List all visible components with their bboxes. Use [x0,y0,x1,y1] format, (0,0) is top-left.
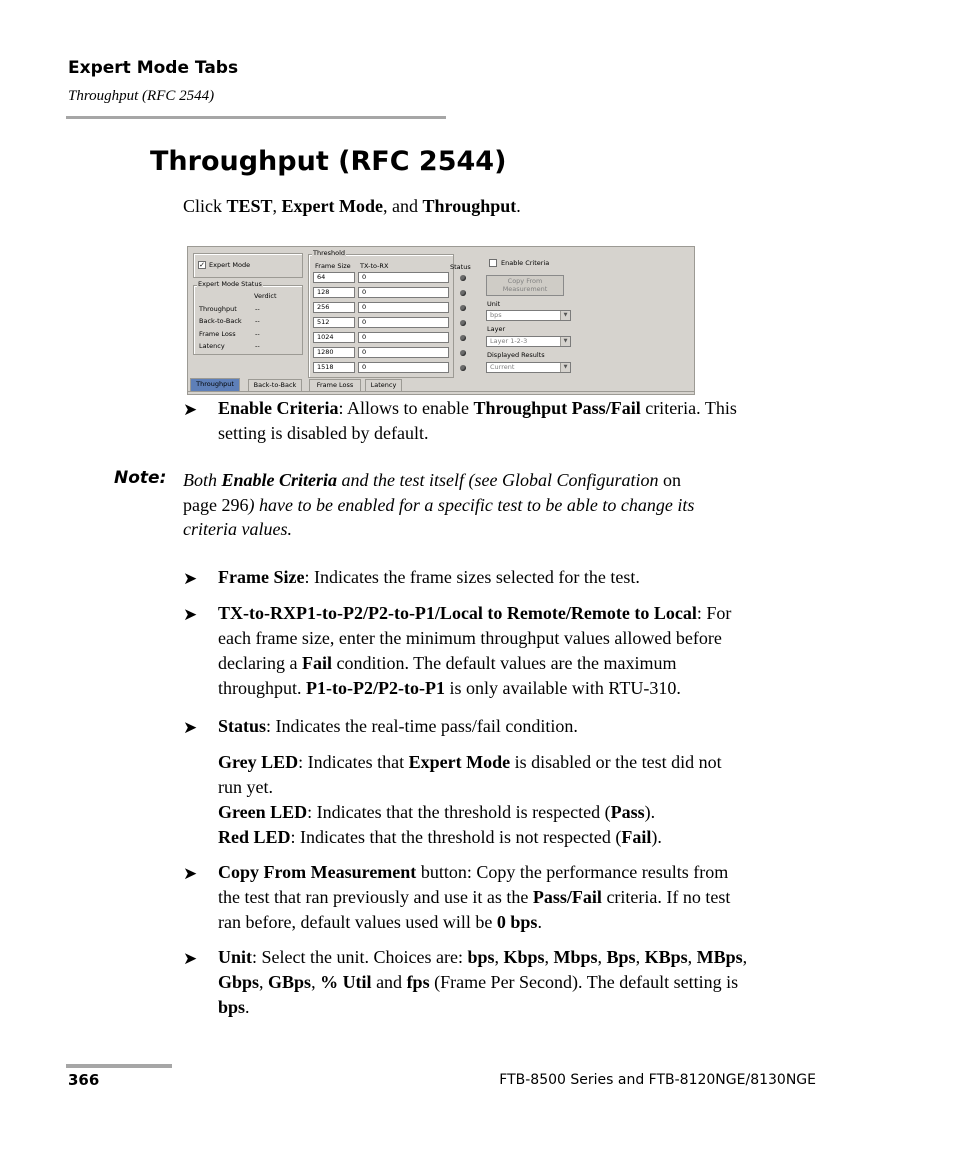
displayed-results-select[interactable]: Current ▼ [486,362,571,373]
led-description: Grey LED: Indicates that Expert Mode is disabled or the test did not run yet. Green LED: Indicates that the threshold is respected (Pass). Red LED: Indicates that the threshold is not respected (Fail). [218,752,722,847]
status-row-label: Latency [199,341,225,350]
threshold-title: Threshold [313,249,346,257]
tx-to-rx-header: TX-to-RX [360,262,389,270]
footer-rule [66,1064,172,1068]
bullet-icon: ➤ [183,569,198,588]
expert-mode-label: Expert Mode [209,261,251,269]
status-row-verdict: -- [255,329,260,338]
status-row-label: Frame Loss [199,329,236,338]
status-led-icon [460,320,466,326]
bullet-icon: ➤ [183,949,198,968]
tx-to-rx-input[interactable]: 0 [358,347,449,358]
status-led-icon [460,350,466,356]
tx-to-rx-input[interactable]: 0 [358,302,449,313]
verdict-header: Verdict [254,292,277,300]
status-group-title: Expert Mode Status [198,280,262,288]
status-row-label: Throughput [199,305,237,313]
frame-size-field: 1024 [313,332,355,343]
tab-latency[interactable]: Latency [365,379,402,392]
status-led-icon [460,365,466,371]
document-title: FTB-8500 Series and FTB-8120NGE/8130NGE [499,1072,816,1088]
section-title: Expert Mode Tabs [68,58,239,78]
frame-size-text: Frame Size: Indicates the frame sizes selected for the test. [218,567,640,587]
frame-size-field: 1518 [313,362,355,373]
status-row-verdict: -- [255,317,260,326]
tx-to-rx-input[interactable]: 0 [358,272,449,283]
status-row-label: Back-to-Back [199,317,242,326]
frame-size-field: 256 [313,302,355,313]
enable-criteria-label: Enable Criteria [501,259,550,267]
status-row-verdict: -- [255,341,260,350]
layer-label: Layer [487,325,506,333]
tab-back-to-back[interactable]: Back-to-Back [248,379,302,392]
unit-select[interactable]: bps ▼ [486,310,571,321]
tx-to-rx-input[interactable]: 0 [358,362,449,373]
bullet-icon: ➤ [183,400,198,419]
bullet-icon: ➤ [183,605,198,624]
tx-to-rx-input[interactable]: 0 [358,332,449,343]
status-led-icon [460,305,466,311]
page-number: 366 [68,1071,100,1089]
section-subtitle: Throughput (RFC 2544) [68,88,215,104]
unit-label: Unit [487,300,501,308]
enable-criteria-text: Enable Criteria: Allows to enable Throughput Pass/Fail criteria. This setting is disabled by default. [218,398,737,443]
layer-select[interactable]: Layer 1-2-3 ▼ [486,336,571,347]
status-led-icon [460,275,466,281]
enable-criteria-checkbox[interactable] [489,259,497,267]
status-led-icon [460,290,466,296]
status-header: Status [450,263,471,271]
note-text: Both Enable Criteria and the test itself (see Global Configuration on page 296) have to be enabled for a specific test to be able to change its criteria values. [183,470,695,539]
header-rule [66,116,446,119]
bullet-icon: ➤ [183,718,198,737]
tab-frame-loss[interactable]: Frame Loss [309,379,361,392]
tx-to-rx-text: TX-to-RXP1-to-P2/P2-to-P1/Local to Remote/Remote to Local: For each frame size, enter the minimum throughput values allowed before declaring a Fail condition. The default values are the maximum throughput. P1-to-P2/P2-to-P1 is only available with RTU-310. [218,603,732,698]
instruction: Click TEST, Expert Mode, and Throughput. [183,196,521,216]
status-row-verdict: -- [255,305,260,313]
throughput-tab-screenshot [187,246,695,395]
frame-size-header: Frame Size [315,262,351,270]
displayed-results-label: Displayed Results [487,351,545,359]
expert-mode-checkbox[interactable]: ✓ [199,261,205,269]
copy-from-measurement-button[interactable]: Copy From Measurement [486,275,564,296]
status-led-icon [460,335,466,341]
frame-size-field: 64 [313,272,355,283]
tx-to-rx-input[interactable]: 0 [358,287,449,298]
bullet-icon: ➤ [183,864,198,883]
page-title: Throughput (RFC 2544) [150,146,507,177]
status-text: Status: Indicates the real-time pass/fail condition. [218,716,578,736]
copy-measurement-text: Copy From Measurement button: Copy the performance results from the test that ran previously and use it as the Pass/Fail criteria. If no test ran before, default values used will be 0 bps. [218,862,731,932]
tx-to-rx-input[interactable]: 0 [358,317,449,328]
frame-size-field: 1280 [313,347,355,358]
frame-size-field: 512 [313,317,355,328]
frame-size-field: 128 [313,287,355,298]
unit-text: Unit: Select the unit. Choices are: bps, Kbps, Mbps, Bps, KBps, MBps, Gbps, GBps, % Util and fps (Frame Per Second). The default setting is bps. [218,947,748,1017]
note-label: Note: [114,468,167,488]
tab-throughput[interactable]: Throughput [190,378,240,392]
